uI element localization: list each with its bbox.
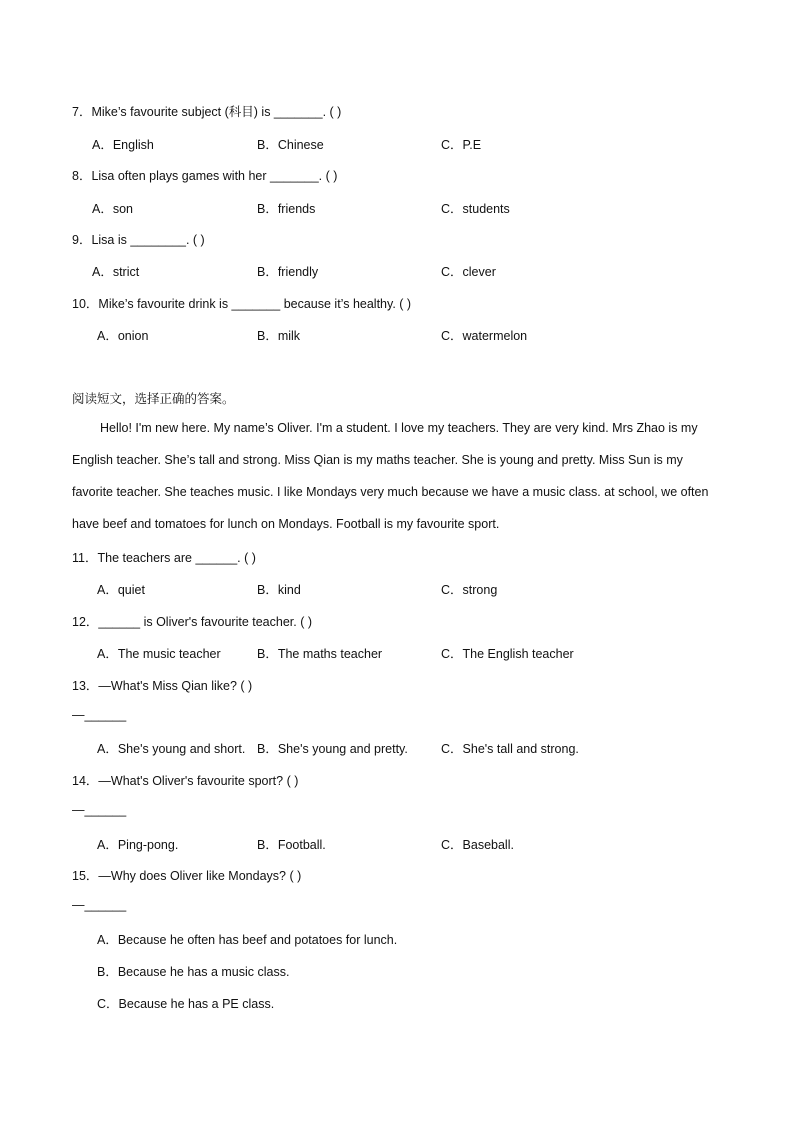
question-11-option-c: C．strong [441,583,498,597]
question-7-option-c: C．P.E [441,138,482,152]
reading-instruction: 阅读短文，选择正确的答案。 [72,392,235,406]
question-10-option-c: C．watermelon [441,329,528,343]
question-14-option-a: A．Ping-pong. [97,838,179,852]
question-15-option-b: B．Because he has a music class. [97,965,290,979]
question-15-answer-line: —______ [72,898,127,912]
question-15-option-a: A．Because he often has beef and potatoes for lunch. [97,933,398,947]
question-13-option-c: C．She's tall and strong. [441,742,579,756]
question-10-option-a: A．onion [97,329,149,343]
question-8-option-a: A．son [92,202,133,216]
question-9-option-a: A．strict [92,265,140,279]
question-7-stem: 7．Mike’s favourite subject (科目) is _______. ( ) [72,105,342,119]
question-11-option-a: A．quiet [97,583,145,597]
passage-line-4: have beef and tomatoes for lunch on Mondays. Football is my favourite sport. [72,517,500,531]
question-8-stem: 8．Lisa often plays games with her _______. ( ) [72,169,338,183]
question-9-stem: 9．Lisa is ________. ( ) [72,233,205,247]
question-10-option-b: B．milk [257,329,301,343]
question-14-option-c: C．Baseball. [441,838,514,852]
passage-line-1: Hello! I'm new here. My name’s Oliver. I'm a student. I love my teachers. They are very kind. Mrs Zhao is my [100,421,698,435]
question-14-option-b: B．Football. [257,838,326,852]
question-12-option-b: B．The maths teacher [257,647,383,661]
passage-line-2: English teacher. She’s tall and strong. Miss Qian is my maths teacher. She is young and pretty. Miss Sun is my [72,453,683,467]
question-8-option-b: B．friends [257,202,316,216]
question-12-option-c: C．The English teacher [441,647,574,661]
question-7-option-b: B．Chinese [257,138,324,152]
question-9-option-b: B．friendly [257,265,319,279]
question-13-answer-line: —______ [72,708,127,722]
question-7-option-a: A．English [92,138,154,152]
question-13-option-a: A．She's young and short. [97,742,246,756]
question-12-option-a: A．The music teacher [97,647,221,661]
question-14-stem: 14．—What's Oliver's favourite sport? ( ) [72,774,299,788]
question-10-stem: 10．Mike’s favourite drink is _______ because it’s healthy. ( ) [72,297,412,311]
question-9-option-c: C．clever [441,265,496,279]
question-13-option-b: B．She's young and pretty. [257,742,408,756]
question-15-option-c: C．Because he has a PE class. [97,997,275,1011]
question-8-option-c: C．students [441,202,510,216]
question-14-answer-line: —______ [72,803,127,817]
question-13-stem: 13．—What's Miss Qian like? ( ) [72,679,253,693]
passage-line-3: favorite teacher. She teaches music. I like Mondays very much because we have a music class. at school, we often [72,485,709,499]
question-15-stem: 15．—Why does Oliver like Mondays? ( ) [72,869,302,883]
question-11-option-b: B．kind [257,583,301,597]
question-11-stem: 11．The teachers are ______. ( ) [72,551,256,565]
question-12-stem: 12．______ is Oliver's favourite teacher. ( ) [72,615,313,629]
